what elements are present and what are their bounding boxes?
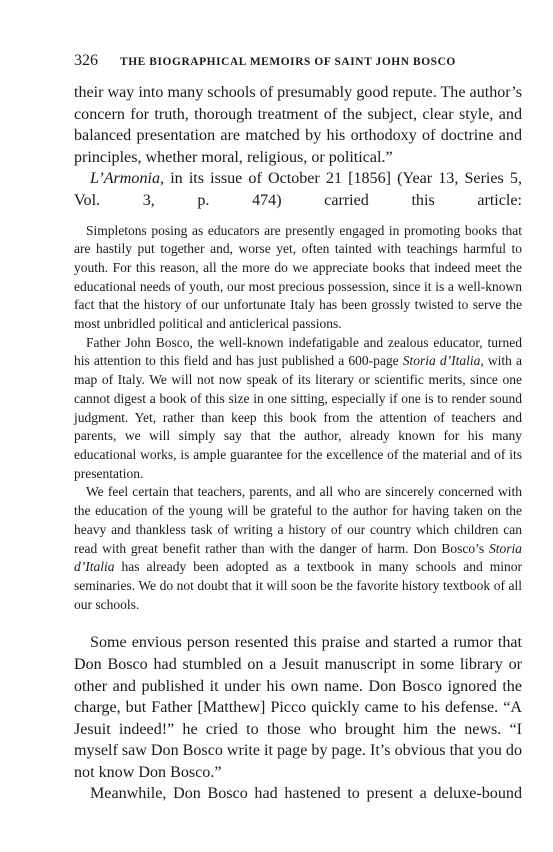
page-header [74,52,522,74]
following-text [74,632,522,805]
quote-paragraph [74,334,522,484]
paragraph: their way into many schools of presumably good repute. The author’s concern for truth, thorough treatment of the subject, clear style, and balanced presentation are matched by his orthodoxy of doctrine and principles, whether moral, religious, or political.” [74,84,522,166]
quote-text: with a map of Italy. We will not now speak of its literary or scientific merits, since one cannot digest a book of this size in one sitting, especially if one is to render sound judgment. Yet, rather than keep this book from the attention of teachers and parents, we will simply say that the author, already known for his many educational works, is ample guarantee for the excellence of the material and of its presentation. [74,353,522,481]
paragraph: Some envious person resented this praise and started a rumor that Don Bosco had stumbled on a Jesuit manuscript in some library or other and published it under his own name. Don Bosco ignored the charge, but Father [Matthew] Picco quickly came to his defense. “A Jesuit indeed!” he cried to those who brought him the news. “I myself saw Don Bosco write it page by page. It’s obvious that you do not know Don Bosco.” [74,634,522,781]
quote-text: Father John Bosco, the well-known indefatigable and zealous educator, turned his attention to this field and has just published a 600-page [74,334,522,369]
quote-text: We feel certain that teachers, parents, and all who are sincerely concerned with the education of the young will be grateful to the author for having taken on the heavy and thankless task of writing a history of our country which children can read with great benefit rather than with the danger of harm. Don Bosco’s [74,484,522,556]
quote-text: has already been adopted as a textbook in many schools and minor seminaries. We do not doubt that it will soon be the favorite history textbook of all our schools. [74,559,522,612]
intro-text [74,82,522,212]
paragraph [74,168,522,211]
block-quote [74,222,522,615]
book-title: Storia d’Italia [74,540,522,575]
page-number: 326 [74,52,98,69]
book-title: Storia d’Italia, [402,353,484,369]
running-head: THE BIOGRAPHICAL MEMOIRS OF SAINT JOHN BOSCO [120,56,456,68]
newspaper-title: L’Armonia, [90,170,165,188]
paragraph-text: in its issue of October 21 [1856] (Year 13, Series 5, Vol. 3, p. 474) carried this article: [74,170,522,209]
book-page [74,52,522,805]
quote-paragraph [74,483,522,614]
paragraph: Meanwhile, Don Bosco had hastened to present a deluxe-bound [90,785,522,803]
quote-paragraph: Simpletons posing as educators are presently engaged in promoting books that are hastily put together and, worse yet, often tainted with teachings harmful to youth. For this reason, all the more do we appreciate books that indeed meet the educational needs of youth, our most precious possession, since it is a well-known fact that the history of our unfortunate Italy has been grossly twisted to serve the most unbridled political and anticlerical passions. [74,222,522,332]
